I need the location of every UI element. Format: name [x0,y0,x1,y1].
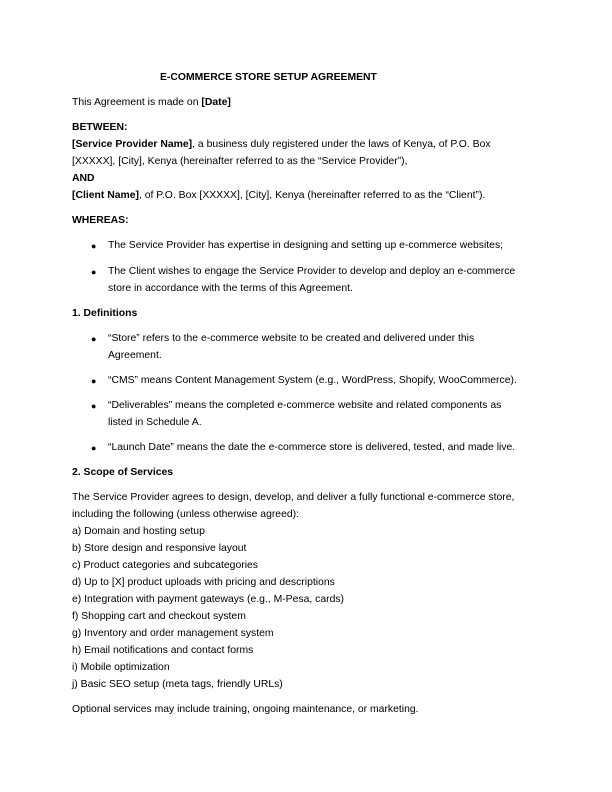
whereas-item-line: The Client wishes to engage the Service Provider to develop and deploy an e-commerce [108,266,516,277]
definition-item-line: “Launch Date” means the date the e-commerce store is delivered, tested, and made live. [108,442,516,453]
client-name: [Client Name] [72,190,139,201]
whereas-item-line: The Service Provider has expertise in designing and setting up e-commerce websites; [108,240,504,251]
intro-line [72,95,231,112]
document-title: E-COMMERCE STORE SETUP AGREEMENT [160,72,377,83]
provider-line-2: [XXXXX], [City], Kenya (hereinafter referred to as the “Service Provider”), [72,156,408,167]
and-label: AND [72,173,95,184]
scope-heading: 2. Scope of Services [72,467,174,478]
scope-intro-line: The Service Provider agrees to design, develop, and deliver a fully functional e-commerce store, [72,492,515,503]
whereas-label: WHEREAS: [72,215,129,226]
intro-date: [Date] [201,97,231,108]
scope-item: e) Integration with payment gateways (e.g., M-Pesa, cards) [72,594,345,605]
bullet-icon: ● [91,376,97,386]
provider-line-1-rest: , a business duly registered under the laws of Kenya, of P.O. Box [192,139,491,150]
scope-item: g) Inventory and order management system [72,628,274,639]
scope-item: b) Store design and responsive layout [72,543,247,554]
definition-item-line: listed in Schedule A. [108,417,202,428]
provider-line-1 [72,137,491,154]
scope-item: i) Mobile optimization [72,662,170,673]
bullet-icon: ● [91,267,97,277]
scope-item: f) Shopping cart and checkout system [72,611,246,622]
definition-item-line: “Deliverables” means the completed e-commerce website and related components as [108,400,502,411]
intro-text: This Agreement is made on [72,97,202,108]
definitions-heading: 1. Definitions [72,308,138,319]
scope-item: d) Up to [X] product uploads with pricing and descriptions [72,577,335,588]
bullet-icon: ● [91,443,97,453]
definition-item-line: Agreement. [108,350,162,361]
between-label: BETWEEN: [72,122,128,133]
definition-item-line: “Store” refers to the e-commerce website to be created and delivered under this [108,333,475,344]
bullet-icon: ● [91,401,97,411]
bullet-icon: ● [91,241,97,251]
client-line [72,188,485,205]
definition-item-line: “CMS” means Content Management System (e.g., WordPress, Shopify, WooCommerce). [108,375,517,386]
client-line-rest: , of P.O. Box [XXXXX], [City], Kenya (hereinafter referred to as the “Client”). [138,190,486,201]
scope-optional: Optional services may include training, ongoing maintenance, or marketing. [72,704,419,715]
scope-item: h) Email notifications and contact forms [72,645,254,656]
scope-item: j) Basic SEO setup (meta tags, friendly URLs) [72,679,283,690]
provider-name: [Service Provider Name] [72,139,193,150]
bullet-icon: ● [91,334,97,344]
whereas-item-line: store in accordance with the terms of this Agreement. [108,283,353,294]
scope-intro-line: including the following (unless otherwise agreed): [72,509,299,520]
scope-item: c) Product categories and subcategories [72,560,258,571]
scope-item: a) Domain and hosting setup [72,526,205,537]
